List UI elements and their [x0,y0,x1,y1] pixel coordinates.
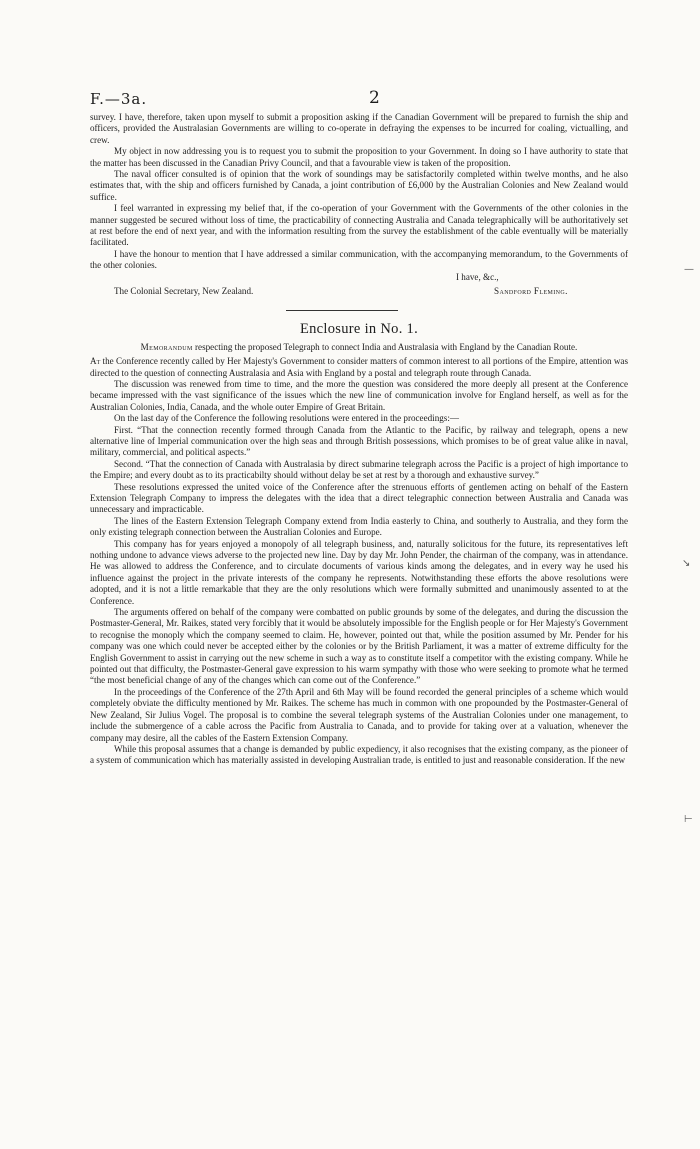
letter-body [90,112,628,272]
signature-closing-line [90,272,628,284]
letter-paragraph: The naval officer consulted is of opinion that the work of soundings may be satisfactorily completed within twelve months, and he also estimates that, with the ship and officers furnished by Canada, a joint contribution of £6,000 by the Australian Colonies and New Zealand would suffice. [90,169,628,202]
memorandum-subject: respecting the proposed Telegraph to connect India and Australasia with England by the Canadian Route. [195,341,578,352]
margin-mark: ↘ [682,558,691,569]
letter-paragraph: I feel warranted in expressing my belief that, if the co-operation of your Government with the Governments of the other colonies in the manner suggested be secured without loss of time, the practicability of connecting Australia and Canada telegraphically will be authoritatively set at rest before the end of next year, and with the information resulting from the survey the establishment of the cable eventually will be materially facilitated. [90,203,628,248]
addressee: The Colonial Secretary, New Zealand. [114,285,254,296]
memorandum-label: Memorandum [140,341,193,352]
memo-paragraph: While this proposal assumes that a change is demanded by public expediency, it also recognises that the existing company, as the pioneer of a system of communication which has materially assisted in developing Australian trade, is entitled to just and reasonable consideration. If the new [90,743,628,766]
memo-resolution: Second. “That the connection of Canada with Australasia by direct submarine telegraph across the Pacific is a project of high importance to the Empire; and every doubt as to its practicabilty should without delay be set at rest by a thorough and exhaustive survey.” [90,458,628,481]
memo-paragraph: These resolutions expressed the united voice of the Conference after the strenuous efforts of gentlemen acting on behalf of the Eastern Extension Telegraph Company to impress the delegates with the idea that a direct telegraphic connection between Australia and Canada was unnecessary and impracticable. [90,481,628,515]
memo-lead-text: the Conference recently called by Her Majesty's Government to consider matters of common interest to all portions of the Empire, attention was directed to the question of connecting Australasia and Asia with England by a postal and telegraph route through Canada. [90,356,628,378]
page-number: 2 [369,88,380,108]
document-page [90,90,628,767]
memo-lead-word: At [90,356,101,367]
signature-block [90,284,628,302]
memo-paragraph: The discussion was renewed from time to time, and the more the question was considered the more deeply all present at the Conference became impressed with the vast significance of the issues which the new line of communication involve for England herself, as well as for the Australian Colonies, India, Canada, and the whole outer Empire of Great Britain. [90,378,628,412]
signatory-name: Sandford Fleming. [494,285,568,296]
signature-closing: I have, &c., [456,271,499,282]
memo-paragraph: In the proceedings of the Conference of the 27th April and 6th May will be found recorded the general principles of a scheme which would completely obviate the difficulty mentioned by Mr. Raikes. The scheme has much in common with one propounded by the Postmaster-General of New Zealand, Sir Julius Vogel. The proposal is to combine the several telegraph systems of the Australian Colonies under one management, to include the submergence of a cable across the Pacific from Australia to Canada, and to provide for taking over at a valuation, whenever the company may desire, all the cables of the Eastern Extension Company. [90,686,628,743]
section-divider [286,310,398,311]
letter-paragraph: survey. I have, therefore, taken upon myself to submit a proposition asking if the Canadian Government will be prepared to furnish the ship and officers, provided the Australasian Governments are willing to co-operate in defraying the expenses to be incurred for coaling, victualling, and crew. [90,112,628,145]
document-reference: F.—3a. [90,90,148,108]
margin-mark: ⊢ [684,814,693,825]
memo-paragraph: This company has for years enjoyed a monopoly of all telegraph business, and, naturally solicitous for the future, its representatives left nothing undone to advance views adverse to the projected new line. Day by day Mr. John Pender, the chairman of the company, was in attendance. He was allowed to address the Conference, and to circulate documents of various kinds among the delegates, and in every way he used his influence against the project in the private interests of the company he represents. Notwithstanding these efforts the above resolutions were adopted, and it is not a little remarkable that they are the only resolutions which were formally submitted and unanimously assented to at the Conference. [90,538,628,606]
page-header [90,90,628,112]
memo-paragraph: On the last day of the Conference the following resolutions were entered in the proceedings:— [114,413,459,424]
letter-paragraph: My object in now addressing you is to request you to submit the proposition to your Government. In doing so I have authority to state that the matter has been discussed in the Canadian Privy Council, and that a favourable view is taken of the proposition. [90,146,628,168]
letter-paragraph: I have the honour to mention that I have addressed a similar communication, with the accompanying memorandum, to the Governments of the other colonies. [90,248,628,271]
margin-mark: — [684,264,694,275]
memo-paragraph: The lines of the Eastern Extension Telegraph Company extend from India easterly to China, and southerly to Australia, and they form the only existing telegraph connection between the Australian Colonies and Europe. [90,515,628,538]
enclosure-title: Enclosure in No. 1. [299,320,419,337]
memorandum-heading [90,342,628,353]
memo-paragraph: The arguments offered on behalf of the company were combatted on public grounds by some of the delegates, and during the discussion the Postmaster-General, Mr. Raikes, stated very forcibly that it would be absolutely impossible for the English people or for Her Majesty's Government to recognise the monoply which the company seemed to claim. He, however, pointed out that, while the position assumed by Mr. Pender for his company was one which could never be accepted either by the colonies or by the British Parliament, it was a matter of extreme difficulty for the English Government to assist in carrying out the new scheme in such a way as to constitute itself a competitor with the existing company. While he pointed out that difficulty, the Postmaster-General gave expression to his warm sympathy with those who were seeking to promote what he termed “the most beneficial change of any of the changes which can come out of the Conference.” [90,607,628,686]
memo-paragraph [90,356,628,379]
memorandum-body [90,356,628,767]
memo-resolution: First. “That the connection recently formed through Canada from the Atlantic to the Pacific, by railway and telegraph, opens a new alternative line of Imperial communication over the high seas and through British possessions, which promises to be of great value alike in naval, military, commercial, and political aspects.” [90,424,628,458]
